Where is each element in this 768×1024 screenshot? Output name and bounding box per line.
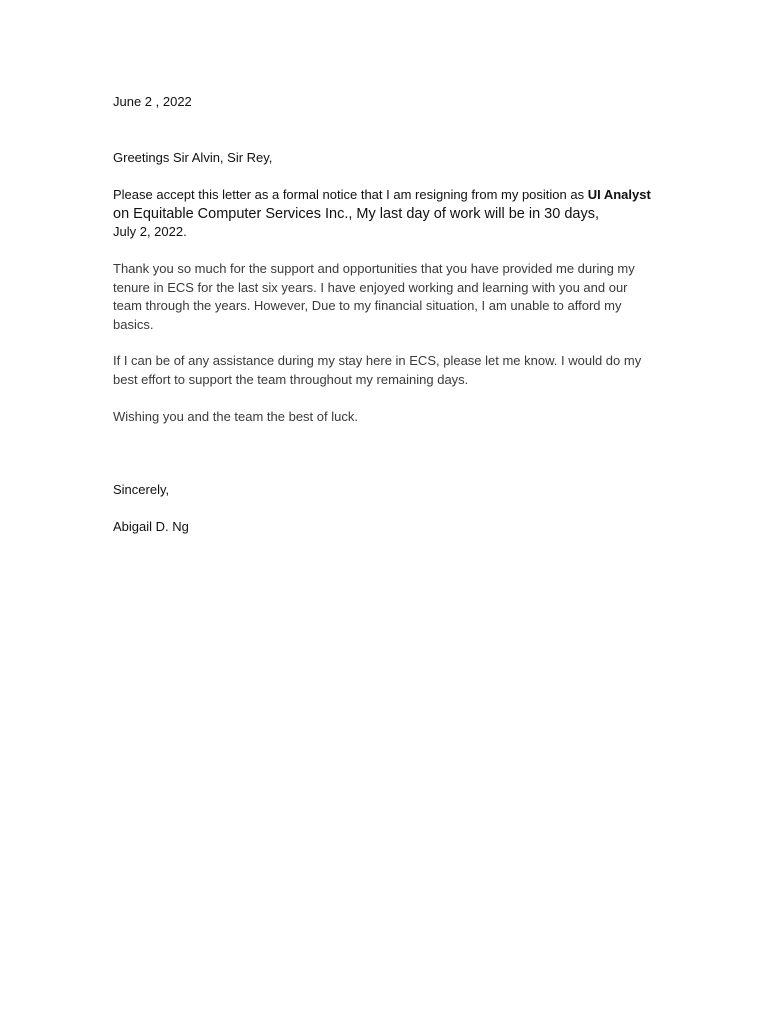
paragraph-wishes: Wishing you and the team the best of luck. (113, 409, 358, 424)
letter-date: June 2 , 2022 (113, 94, 192, 109)
notice-intro: Please accept this letter as a formal notice that I am resigning from my position as (113, 187, 588, 202)
paragraph-assist: If I can be of any assistance during my stay here in ECS, please let me know. I would do my best effort to support the team throughout my remaining days. (113, 353, 642, 387)
resignation-notice (113, 186, 658, 242)
notice-last-day: , My last day of work will be in 30 days, (348, 205, 599, 222)
notice-on-word: on (113, 205, 134, 222)
letter-closing: Sincerely, (113, 482, 170, 497)
paragraph-thanks: Thank you so much for the support and opportunities that you have provided me during my tenure in ECS for the last six years. I have enjoyed working and learning with you and our team through the years. However, Due to my financial situation, I am unable to afford my basics. (113, 261, 635, 332)
letter-greeting: Greetings Sir Alvin, Sir Rey, (113, 150, 273, 165)
notice-company: Equitable Computer Services Inc. (133, 205, 349, 222)
signature-name: Abigail D. Ng (113, 519, 189, 534)
notice-position: UI Analyst (587, 187, 651, 202)
notice-end-date: July 2, 2022. (113, 224, 187, 239)
